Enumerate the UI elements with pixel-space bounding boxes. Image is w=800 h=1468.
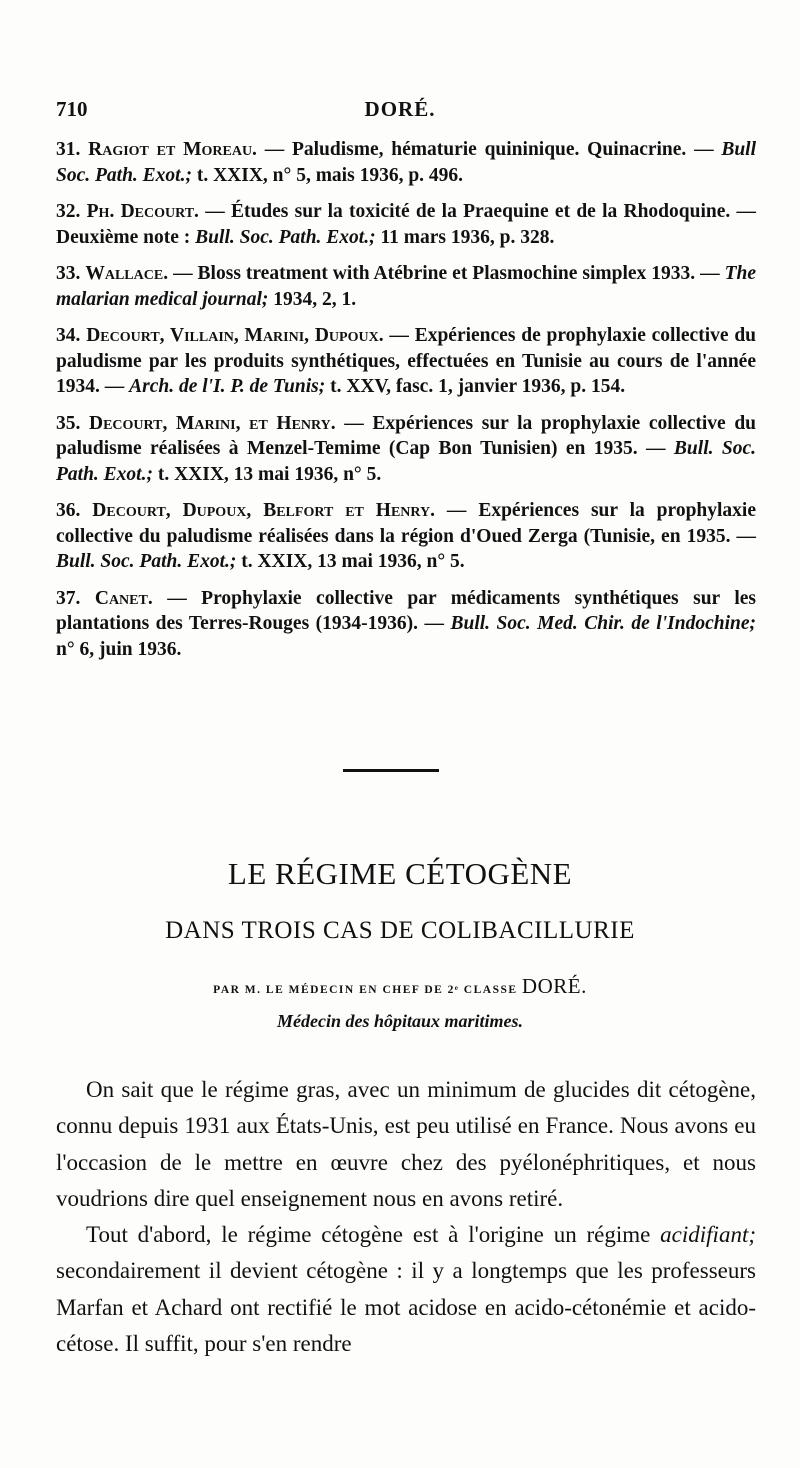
reference-journal: Bull Soc. Path. Exot.;: [56, 139, 757, 186]
reference-text: — Paludisme, hématurie quininique. Quinacrine. —: [256, 139, 722, 160]
reference-number: 35.: [56, 412, 81, 434]
reference-authors: Ragiot et Moreau.: [88, 139, 257, 160]
reference-item: [56, 199, 756, 250]
reference-journal: Bull. Soc. Path. Exot.;: [56, 551, 237, 572]
reference-text: — Expériences sur la prophylaxie collective du paludisme réalisées à Menzel-Temime (Cap Bon Tunisien) en 1935. —: [56, 412, 757, 459]
reference-number: 36.: [56, 500, 81, 521]
reference-rest: t. XXIX, 13 mai 1936, n° 5.: [152, 463, 382, 485]
reference-rest: 1934, 2, 1.: [268, 288, 357, 310]
article-subtitle: DANS TROIS CAS DE COLIBACILLURIE: [165, 917, 635, 944]
reference-number: 32.: [56, 201, 81, 222]
paragraph-text: On sait que le régime gras, avec un minimum de glucides dit cétogène, connu depuis 1931 aux États-Unis, est peu utilisé en France. Nous avons eu l'occasion de le mettre en œuvre chez des pyélonéphritiques, et nous voudrions dire quel enseignement nous en avons retiré.: [56, 1077, 756, 1211]
reference-item: [56, 323, 756, 400]
body-paragraph: [56, 1072, 756, 1217]
reference-item: [56, 137, 756, 188]
section-divider: [343, 769, 439, 772]
reference-list: [56, 137, 756, 673]
paragraph-text: Tout d'abord, le régime cétogène est à l'origine un régime: [86, 1222, 661, 1248]
article-body: [56, 1072, 756, 1362]
page-number: 710: [56, 97, 88, 121]
reference-text: — Prophylaxie collective par médicaments synthétiques sur les plantations des Terres-Rouges (1934-1936). —: [56, 587, 756, 634]
byline-prefix: PAR M. LE MÉDECIN EN CHEF DE 2ᵉ CLASSE: [213, 984, 518, 996]
article-title: LE RÉGIME CÉTOGÈNE: [227, 856, 573, 891]
body-paragraph: [56, 1217, 756, 1362]
author-name: DORÉ.: [521, 974, 587, 998]
running-head: DORÉ.: [364, 97, 436, 121]
author-byline: [0, 974, 800, 999]
reference-journal: The malarian medical journal;: [56, 263, 757, 310]
reference-rest: n° 6, juin 1936.: [56, 638, 182, 660]
reference-item: [56, 498, 756, 575]
reference-rest: t. XXIX, n° 5, mais 1936, p. 496.: [191, 164, 464, 186]
reference-number: 33.: [56, 263, 81, 284]
reference-authors: Wallace.: [85, 263, 169, 284]
author-affiliation: Médecin des hôpitaux maritimes.: [276, 1011, 523, 1031]
reference-item: [56, 411, 756, 488]
reference-rest: t. XXV, fasc. 1, janvier 1936, p. 154.: [325, 376, 626, 397]
reference-text: — Expériences sur la prophylaxie collective du paludisme réalisées dans la région d'Oued Zerga (Tunisie, en 1935. —: [56, 500, 756, 547]
reference-text: — Études sur la toxicité de la Praequine et de la Rhodoquine. — Deuxième note :: [56, 201, 757, 248]
reference-number: 34.: [56, 325, 81, 346]
page-header: [56, 97, 744, 127]
reference-rest: t. XXIX, 13 mai 1936, n° 5.: [236, 551, 465, 572]
emphasis-text: acidifiant;: [660, 1222, 756, 1248]
reference-authors: Decourt, Marini, et Henry.: [89, 412, 336, 434]
reference-number: 37.: [56, 587, 81, 609]
reference-authors: Canet.: [94, 587, 153, 609]
reference-journal: Bull. Soc. Med. Chir. de l'Indochine;: [450, 613, 756, 634]
reference-authors: Decourt, Dupoux, Belfort et Henry.: [92, 500, 435, 521]
reference-journal: Bull. Soc. Path. Exot.;: [56, 438, 757, 485]
reference-journal: Bull. Soc. Path. Exot.;: [195, 226, 376, 248]
reference-number: 31.: [56, 139, 81, 160]
reference-item: [56, 261, 756, 312]
reference-authors: Decourt, Villain, Marini, Dupoux.: [86, 325, 384, 346]
reference-journal: Arch. de l'I. P. de Tunis;: [129, 376, 326, 397]
reference-rest: 11 mars 1936, p. 328.: [375, 226, 555, 248]
reference-authors: Ph. Decourt.: [86, 201, 199, 222]
reference-text: — Expériences de prophylaxie collective du paludisme par les produits synthétiques, effectuées en Tunisie au cours de l'année 1934. —: [56, 325, 757, 397]
reference-item: [56, 586, 756, 663]
paragraph-text: secondairement il devient cétogène : il y a longtemps que les professeurs Marfan et Achard ont rectifié le mot acidose en acido-cétonémie et acido-cétose. Il suffit, pour s'en rendre: [56, 1258, 756, 1357]
reference-text: — Bloss treatment with Atébrine et Plasmochine simplex 1933. —: [168, 263, 725, 284]
